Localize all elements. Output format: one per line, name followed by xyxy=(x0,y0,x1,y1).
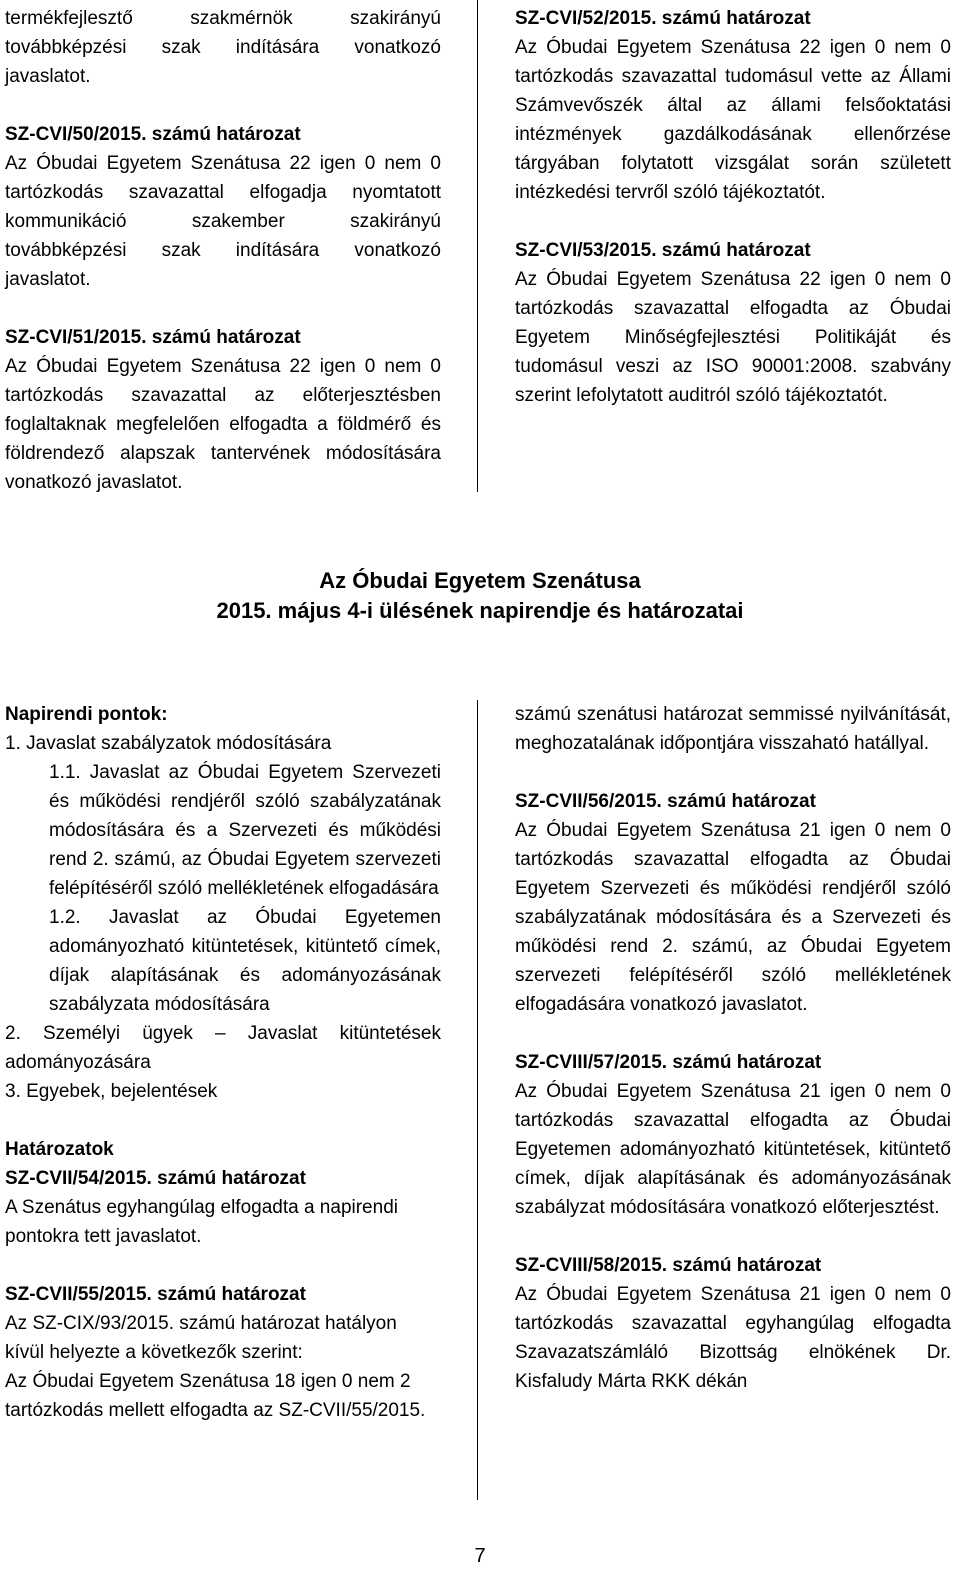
agenda-item-2: 2. Személyi ügyek – Javaslat kitüntetések adományozására xyxy=(5,1023,441,1073)
resolution-heading-54: SZ-CVII/54/2015. számú határozat xyxy=(5,1168,306,1189)
column-divider-top xyxy=(477,0,478,492)
resolution-text-55b: Az Óbudai Egyetem Szenátusa 18 igen 0 nem 2 tartózkodás mellett elfogadta az SZ-CVII/55/2015. xyxy=(5,1371,426,1421)
resolution-text-56: Az Óbudai Egyetem Szenátusa 21 igen 0 nem 0 tartózkodás szavazattal elfogadta az Óbudai Egyetem Szervezeti és működési rendjéről szóló szabályzatának módosítására és a Szervezeti és működési rend 2. számú, az Óbudai Egyetem szervezeti felépítéséről szóló mellékletének elfogadására vonatkozó javaslatot. xyxy=(515,820,951,1015)
resolutions-heading: Határozatok xyxy=(5,1139,114,1160)
page-number: 7 xyxy=(474,1545,486,1567)
resolution-text-51: Az Óbudai Egyetem Szenátusa 22 igen 0 nem 0 tartózkodás szavazattal az előterjesztésben foglaltaknak megfelelően elfogadta a földmérő és földrendező alapszak tantervének módosítására vonatkozó javaslatot. xyxy=(5,356,441,493)
bottom-left-column xyxy=(5,700,441,1425)
resolution-text-55c: számú szenátusi határozat semmissé nyilvánítását, meghozatalának időpontjára visszaható hatállyal. xyxy=(515,704,951,754)
agenda-item-1: 1. Javaslat szabályzatok módosítására xyxy=(5,733,332,754)
resolution-text-50: Az Óbudai Egyetem Szenátusa 22 igen 0 nem 0 tartózkodás szavazattal elfogadja nyomtatott kommunikáció szakember szakirányú továbbképzési szak indítására vonatkozó javaslatot. xyxy=(5,153,441,290)
resolution-text-57: Az Óbudai Egyetem Szenátusa 21 igen 0 nem 0 tartózkodás szavazattal elfogadta az Óbudai Egyetemen adományozható kitüntetések, kitüntető címek, díjak alapításának és adományozásának szabályzat módosítására vonatkozó előterjesztést. xyxy=(515,1081,951,1218)
agenda-heading: Napirendi pontok: xyxy=(5,704,168,725)
resolution-text-54: A Szenátus egyhangúlag elfogadta a napirendi pontokra tett javaslatot. xyxy=(5,1197,398,1247)
section-title-line-1: Az Óbudai Egyetem Szenátusa xyxy=(319,568,641,593)
resolution-heading-58: SZ-CVIII/58/2015. számú határozat xyxy=(515,1255,822,1276)
section-title xyxy=(0,566,960,626)
section-title-line-2: 2015. május 4-i ülésének napirendje és határozatai xyxy=(216,598,744,623)
resolution-heading-50: SZ-CVI/50/2015. számú határozat xyxy=(5,124,301,145)
top-left-column xyxy=(5,4,441,497)
agenda-item-1-2: 1.2. Javaslat az Óbudai Egyetemen adományozható kitüntetések, kitüntető címek, díjak alapításának és adományozásának szabályzata módosítására xyxy=(49,907,441,1015)
resolution-heading-51: SZ-CVI/51/2015. számú határozat xyxy=(5,327,301,348)
agenda-item-1-1: 1.1. Javaslat az Óbudai Egyetem Szervezeti és működési rendjéről szóló szabályzatának módosítására és a Szervezeti és működési rend 2. számú, az Óbudai Egyetem szervezeti felépítéséről szóló mellékletének elfogadására xyxy=(49,762,441,899)
resolution-heading-53: SZ-CVI/53/2015. számú határozat xyxy=(515,240,811,261)
bottom-right-column xyxy=(515,700,951,1396)
resolution-text-52: Az Óbudai Egyetem Szenátusa 22 igen 0 nem 0 tartózkodás szavazattal tudomásul vette az Állami Számvevőszék által az állami felsőoktatási intézmények gazdálkodásának ellenőrzése tárgyában folytatott vizsgálat során született intézkedési tervről szóló tájékoztatót. xyxy=(515,37,951,203)
top-right-column xyxy=(515,4,951,410)
agenda-item-3: 3. Egyebek, bejelentések xyxy=(5,1081,218,1102)
resolution-heading-56: SZ-CVII/56/2015. számú határozat xyxy=(515,791,816,812)
resolution-heading-57: SZ-CVIII/57/2015. számú határozat xyxy=(515,1052,822,1073)
resolution-text-58: Az Óbudai Egyetem Szenátusa 21 igen 0 nem 0 tartózkodás szavazattal egyhangúlag elfogadta Szavazatszámláló Bizottság elnökének Dr. Kisfaludy Márta RKK dékán xyxy=(515,1284,951,1392)
resolution-text-53: Az Óbudai Egyetem Szenátusa 22 igen 0 nem 0 tartózkodás szavazattal elfogadta az Óbudai Egyetem Minőségfejlesztési Politikáját és tudomásul veszi az ISO 90001:2008. szabvány szerint lefolytatott auditról szóló tájékoztatót. xyxy=(515,269,951,406)
column-divider-bottom xyxy=(477,700,478,1500)
paragraph-continued: termékfejlesztő szakmérnök szakirányú továbbképzési szak indítására vonatkozó javaslatot. xyxy=(5,8,441,87)
resolution-heading-52: SZ-CVI/52/2015. számú határozat xyxy=(515,8,811,29)
resolution-text-55a: Az SZ-CIX/93/2015. számú határozat hatályon kívül helyezte a következők szerint: xyxy=(5,1313,397,1363)
resolution-heading-55: SZ-CVII/55/2015. számú határozat xyxy=(5,1284,306,1305)
